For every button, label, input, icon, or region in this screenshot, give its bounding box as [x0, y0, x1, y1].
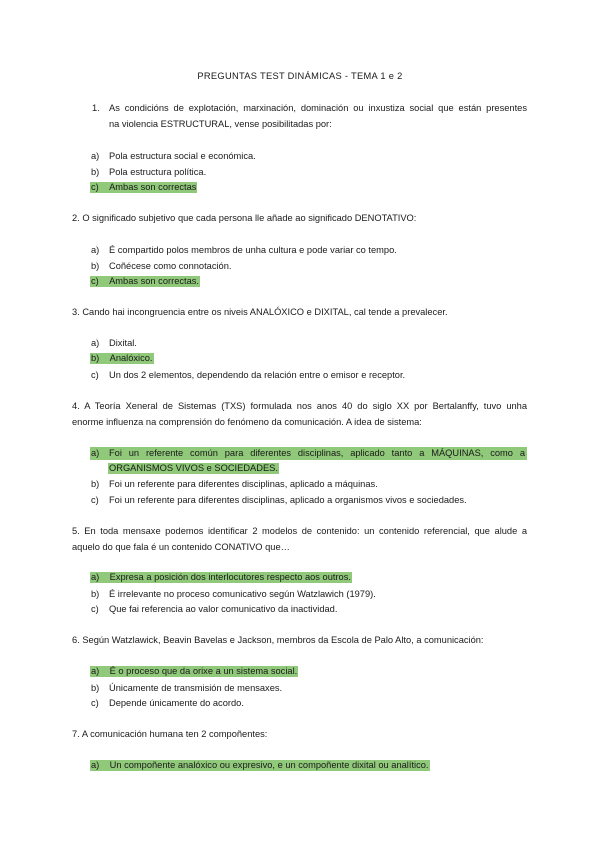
q4-option-b: Foi un referente para diferentes disciplinas, aplicado a máquinas. — [109, 479, 378, 489]
q5-option-a-label: a) — [91, 572, 100, 582]
q3-option-a-label: a) — [91, 338, 100, 348]
q2-option-a: É compartido polos membros de unha cultura e pode variar co tempo. — [109, 245, 397, 255]
q4-option-a-line-1: Foi un referente común para diferentes disciplinas, aplicado tanto a MÁQUINAS, como a — [109, 448, 525, 458]
question-2-text: 2. O significado subjetivo que cada persona lle añade ao significado DENOTATIVO: — [72, 213, 417, 223]
q2-option-c: Ambas son correctas. — [109, 276, 199, 286]
q6-option-c-label: c) — [91, 698, 99, 708]
question-6-text: 6. Según Watzlawick, Beavin Bavelas e Jackson, membros da Escola de Palo Alto, a comunicación: — [72, 635, 484, 645]
q2-option-c-label: c) — [91, 276, 99, 286]
q4-option-a-label: a) — [91, 448, 100, 458]
question-4-text-line-1: 4. A Teoría Xeneral de Sistemas (TXS) formulada nos anos 40 do siglo XX por Bertalanffy, tuvo unha — [72, 401, 527, 411]
q6-option-a-label: a) — [91, 666, 100, 676]
q4-option-c-label: c) — [91, 495, 99, 505]
question-1-text-line-2: na violencia ESTRUCTURAL, vense posibilitadas por: — [109, 119, 332, 129]
q2-option-b: Coñécese como connotación. — [109, 261, 232, 271]
q2-option-c-highlighted — [90, 276, 200, 287]
q6-option-c: Depende únicamente do acordo. — [109, 698, 244, 708]
q2-option-b-label: b) — [91, 261, 100, 271]
q1-option-b-label: b) — [91, 167, 100, 177]
q3-option-a: Dixital. — [109, 338, 137, 348]
q6-option-a: É o proceso que da orixe a un sistema social. — [109, 666, 298, 676]
q6-option-b-label: b) — [91, 683, 100, 693]
q6-option-b: Únicamente de transmisión de mensaxes. — [109, 683, 283, 693]
q1-option-a: Pola estructura social e económica. — [109, 151, 256, 161]
q1-option-b: Pola estructura política. — [109, 167, 207, 177]
q4-option-c: Foi un referente para diferentes disciplinas, aplicado a organismos vivos e sociedades. — [109, 495, 467, 505]
q5-option-c-label: c) — [91, 604, 99, 614]
q3-option-b-highlighted — [90, 353, 154, 364]
question-1-number: 1. — [92, 103, 100, 113]
q7-option-a: Un compoñente analóxico ou expresivo, e un compoñente dixital ou analítico. — [109, 760, 429, 770]
q6-option-a-highlighted — [90, 666, 298, 677]
q1-option-c-highlighted — [90, 182, 197, 193]
q1-option-c: Ambas son correctas — [109, 182, 197, 192]
q5-option-a: Expresa a posición dos interlocutores respecto aos outros. — [109, 572, 351, 582]
q5-option-b-label: b) — [91, 589, 100, 599]
question-4-text-line-2: enorme influenza na comprensión do fenómeno da comunicación. A idea de sistema: — [72, 417, 422, 427]
q1-option-c-label: c) — [91, 182, 99, 192]
q3-option-b: Analóxico. — [109, 353, 153, 363]
q1-option-a-label: a) — [91, 151, 100, 161]
q7-option-a-highlighted — [90, 760, 430, 771]
question-5-text-line-2: aquelo do que fala é un contenido CONATIVO que… — [72, 542, 290, 552]
q5-option-a-highlighted — [90, 572, 352, 583]
q3-option-c-label: c) — [91, 370, 99, 380]
q3-option-c: Un dos 2 elementos, dependendo da relación entre o emisor e receptor. — [109, 370, 406, 380]
q7-option-a-label: a) — [91, 760, 100, 770]
question-3-text: 3. Cando hai incongruencia entre os niveis ANALÓXICO e DIXITAL, cal tende a prevalecer. — [72, 307, 448, 317]
q4-option-a-line-2: ORGANISMOS VIVOS e SOCIEDADES. — [109, 463, 278, 473]
q4-option-b-label: b) — [91, 479, 100, 489]
q5-option-b: É irrelevante no proceso comunicativo según Watzlawich (1979). — [109, 589, 376, 599]
page-title: PREGUNTAS TEST DINÁMICAS - TEMA 1 e 2 — [197, 71, 403, 81]
question-1-text-line-1: As condicións de explotación, marxinación, dominación ou inxustiza social que están presentes — [109, 103, 527, 113]
question-5-text-line-1: 5. En toda mensaxe podemos identificar 2 modelos de contenido: un contenido referencial, que alude a — [72, 526, 527, 536]
q2-option-a-label: a) — [91, 245, 100, 255]
question-7-text: 7. A comunicación humana ten 2 compoñentes: — [72, 729, 268, 739]
q3-option-b-label: b) — [91, 353, 100, 363]
q5-option-c: Que fai referencia ao valor comunicativo da inactividad. — [109, 604, 338, 614]
